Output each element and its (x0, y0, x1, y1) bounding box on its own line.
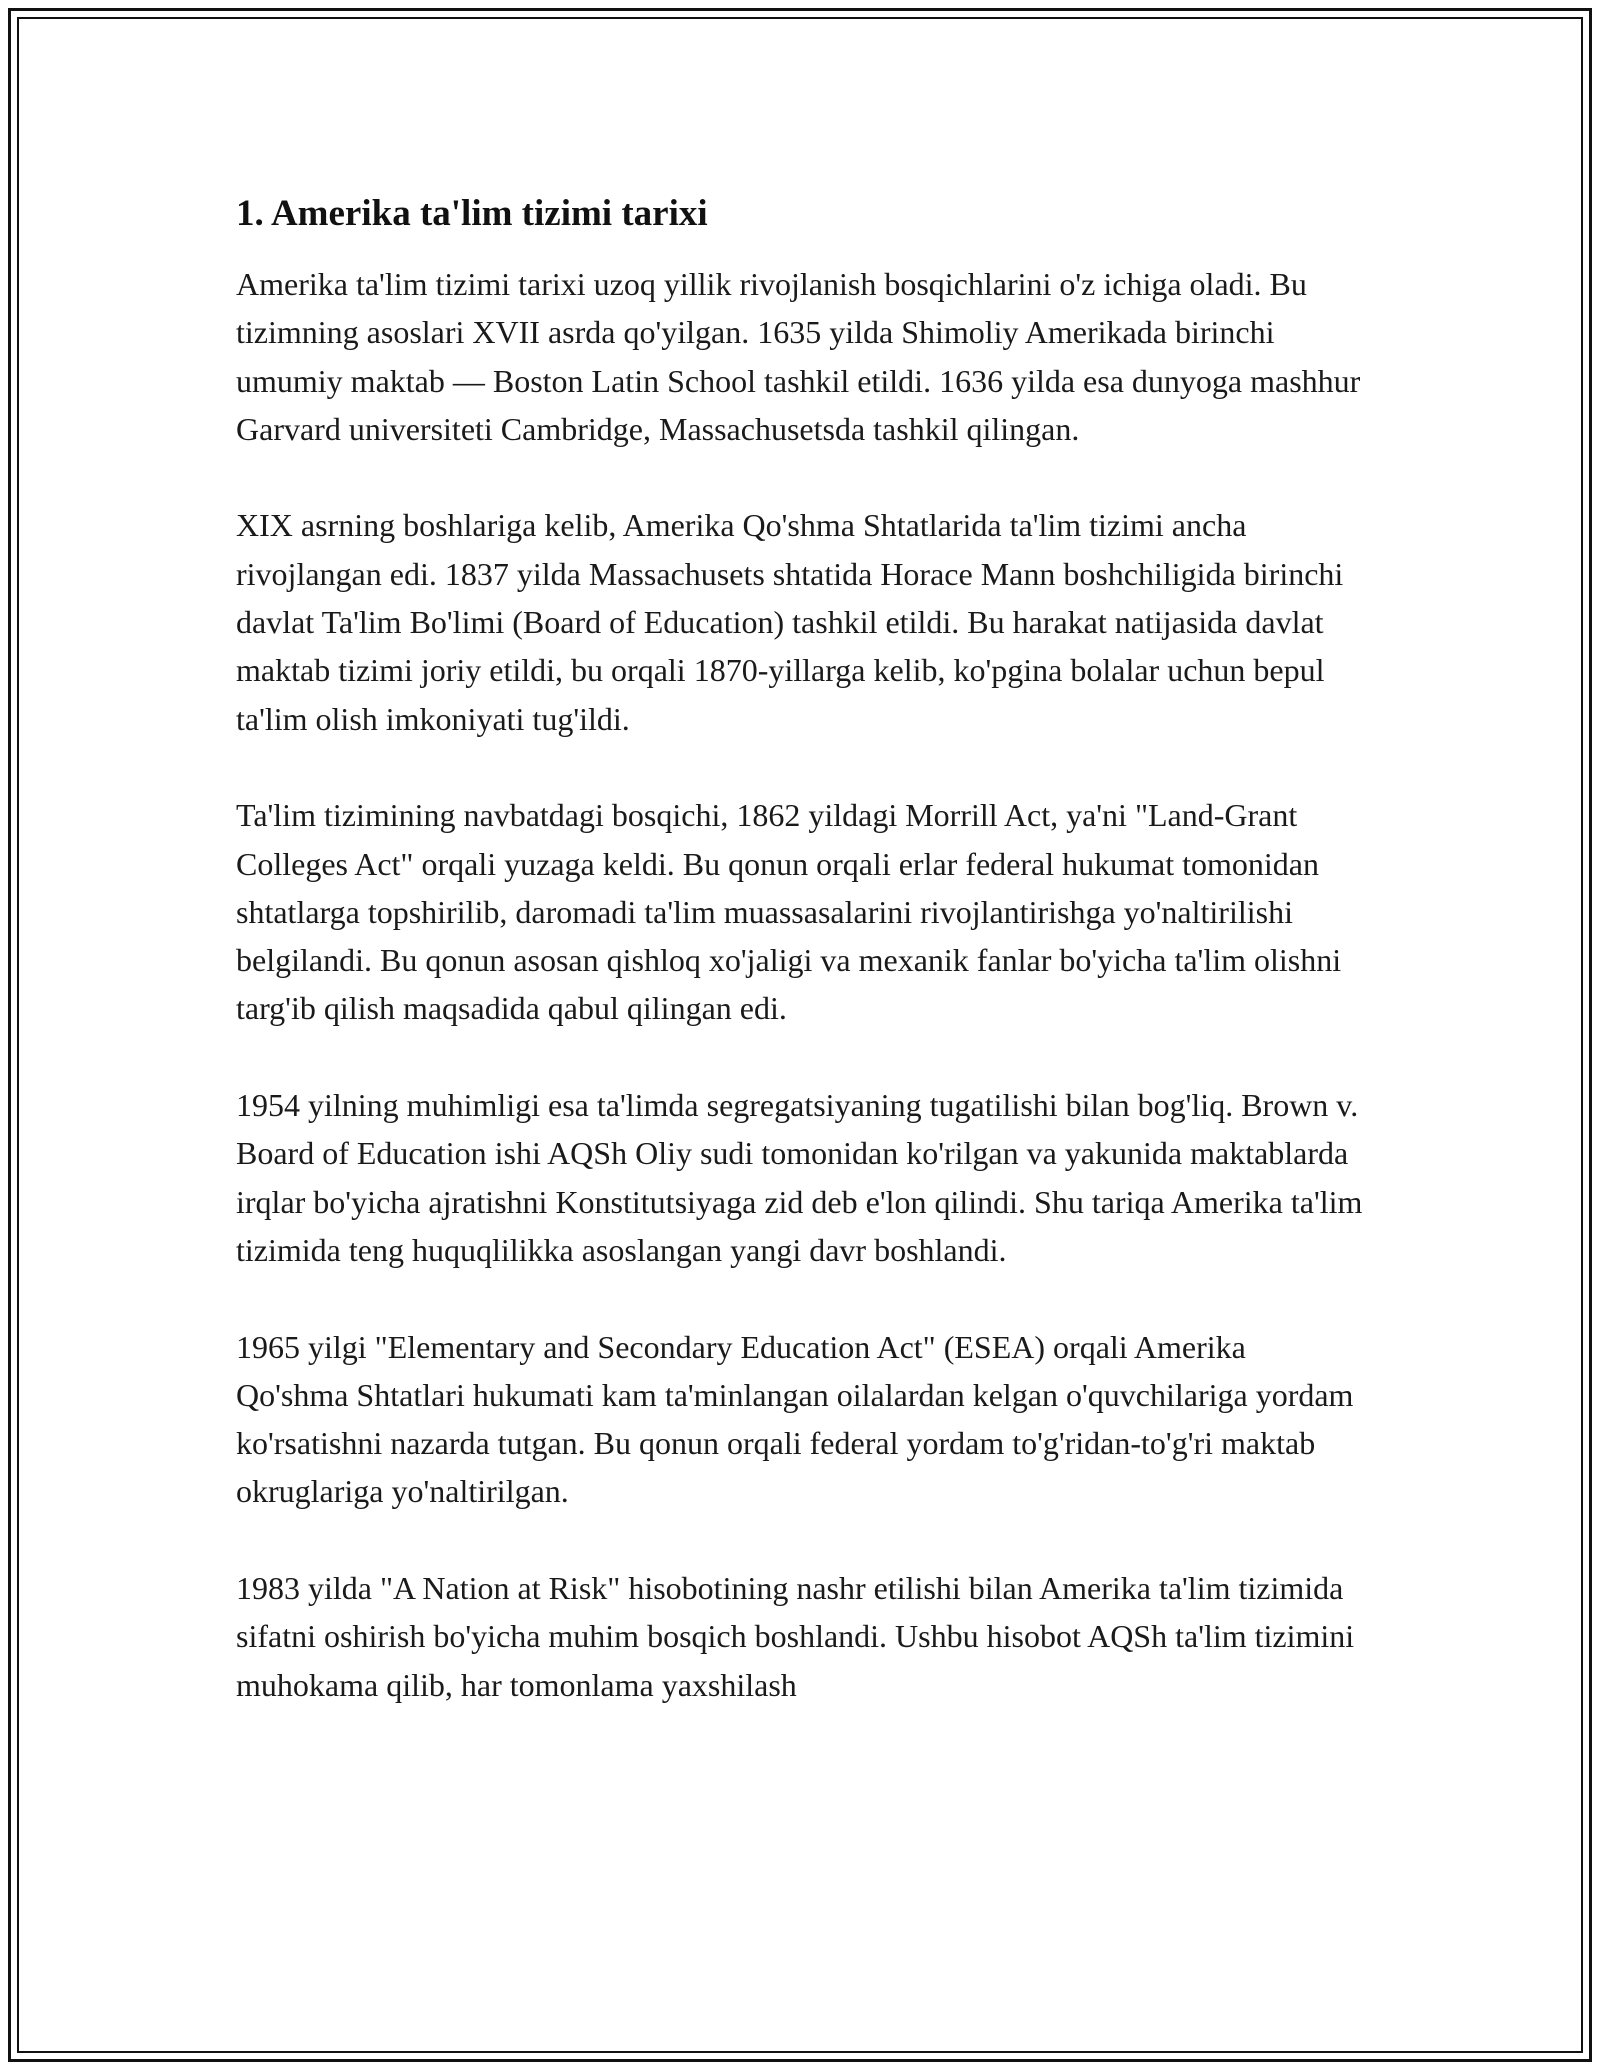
document-body (236, 186, 1366, 1709)
paragraph-1: Amerika ta'lim tizimi tarixi uzoq yillik rivojlanish bosqichlarini o'z ichiga oladi. Bu tizimning asoslari XVII asrda qo'yilgan. 1635 yilda Shimoliy Amerikada birinchi umumiy maktab — Boston Latin School tashkil etildi. 1636 yilda esa dunyoga mashhur Garvard universiteti Cambridge, Massachusetsda tashkil qilingan. (236, 266, 1361, 447)
paragraph-2: XIX asrning boshlariga kelib, Amerika Qo'shma Shtatlarida ta'lim tizimi ancha rivojlangan edi. 1837 yilda Massachusets shtatida Horace Mann boshchiligida birinchi davlat Ta'lim Bo'limi (Board of Education) tashkil etildi. Bu harakat natijasida davlat maktab tizimi joriy etildi, bu orqali 1870-yillarga kelib, ko'pgina bolalar uchun bepul ta'lim olish imkoniyati tug'ildi. (236, 507, 1344, 737)
paragraph-3: Ta'lim tizimining navbatdagi bosqichi, 1862 yildagi Morrill Act, ya'ni "Land-Grant Colleges Act" orqali yuzaga keldi. Bu qonun orqali erlar federal hukumat tomonidan shtatlarga topshirilib, daromadi ta'lim muassasalarini rivojlantirishga yo'naltirilishi belgilandi. Bu qonun asosan qishloq xo'jaligi va mexanik fanlar bo'yicha ta'lim olishni targ'ib qilish maqsadida qabul qilingan edi. (236, 797, 1342, 1027)
paragraph-4: 1954 yilning muhimligi esa ta'limda segregatsiyaning tugatilishi bilan bog'liq. Brown v. Board of Education ishi AQSh Oliy sudi tomonidan ko'rilgan va yakunida maktablarda irqlar bo'yicha ajratishni Konstitutsiyaga zid deb e'lon qilindi. Shu tariqa Amerika ta'lim tizimida teng huquqlilikka asoslangan yangi davr boshlandi. (236, 1087, 1363, 1268)
paragraph-5: 1965 yilgi "Elementary and Secondary Education Act" (ESEA) orqali Amerika Qo'shma Shtatlari hukumati kam ta'minlangan oilalardan kelgan o'quvchilariga yordam ko'rsatishni nazarda tutgan. Bu qonun orqali federal yordam to'g'ridan-to'g'ri maktab okruglariga yo'naltirilgan. (236, 1328, 1354, 1510)
paragraph-6: 1983 yilda "A Nation at Risk" hisobotining nashr etilishi bilan Amerika ta'lim tizimida sifatni oshirish bo'yicha muhim bosqich boshlandi. Ushbu hisobot AQSh ta'lim tizimini muhokama qilib, har tomonlama yaxshilash (236, 1570, 1355, 1703)
section-heading: 1. Amerika ta'lim tizimi tarixi (236, 193, 708, 234)
